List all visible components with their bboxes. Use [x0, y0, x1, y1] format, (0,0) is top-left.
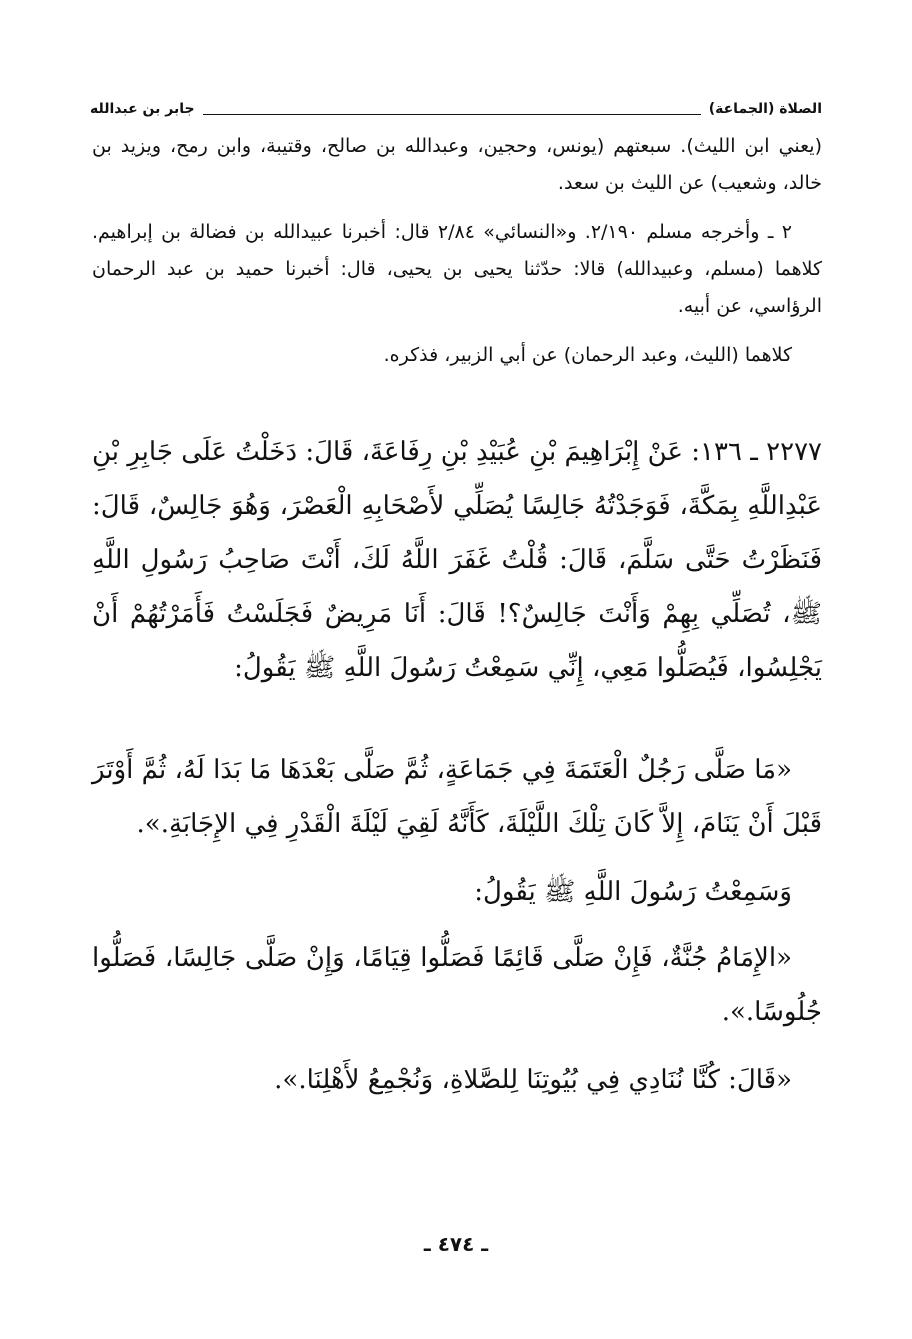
hadith-text: ٢٢٧٧ ـ ١٣٦: عَنْ إِبْرَاهِيمَ بْنِ عُبَيْدِ بْنِ رِفَاعَةَ، قَالَ: دَخَلْتُ عَلَى جَابِرِ بْنِ عَبْدِاللَّهِ بِمَكَّةَ، فَوَجَدْتُهُ جَالِسًا يُصَلِّي لأَصْحَابِهِ الْعَصْرَ، وَهُوَ جَالِسٌ، قَالَ: فَنَظَرْتُ حَتَّى سَلَّمَ، قَالَ: قُلْتُ غَفَرَ اللَّهُ لَكَ، أَنْتَ صَاحِبُ رَسُولِ اللَّهِ ﷺ، تُصَلِّي بِهِمْ وَأَنْتَ جَالِسٌ؟! قَالَ: أَنَا مَرِيضٌ فَجَلَسْتُ فَأَمَرْتُهُمْ أَنْ يَجْلِسُوا، فَيُصَلُّوا مَعِي، إِنِّي سَمِعْتُ رَسُولَ اللَّهِ ﷺ يَقُولُ: [92, 437, 822, 683]
running-header [90, 96, 822, 122]
header-narrator-title: جابر بن عبدالله [90, 101, 195, 117]
hadith-section [92, 425, 822, 1107]
hadith-narration-line: وَسَمِعْتُ رَسُولَ اللَّهِ ﷺ يَقُولُ: [474, 877, 792, 907]
hadith-quote-1: «مَا صَلَّى رَجُلٌ الْعَتَمَةَ فِي جَمَاعَةٍ، ثُمَّ صَلَّى بَعْدَهَا مَا بَدَا لَهُ، ثُمَّ أَوْتَرَ قَبْلَ أَنْ يَنَامَ، إِلاَّ كَانَ تِلْكَ اللَّيْلَةَ، كَأَنَّهُ لَقِيَ لَيْلَةَ الْقَدْرِ فِي الإِجَابَةِ.». [92, 755, 822, 839]
note-paragraph-3: كلاهما (الليث، وعبد الرحمان) عن أبي الزبير، فذكره. [383, 344, 792, 366]
footnotes-section [92, 128, 822, 386]
page-number: ـ ٤٧٤ ـ [423, 1232, 489, 1256]
header-rule [203, 114, 701, 115]
header-chapter-title: الصلاة (الجماعة) [708, 101, 822, 117]
note-paragraph-2: ٢ ـ وأخرجه مسلم ٢/١٩٠. و«النسائي» ٢/٨٤ قال: أخبرنا عبيدالله بن فضالة بن إبراهيم. كلاهما (مسلم، وعبيدالله) قالا: حدّثنا يحيى بن يحيى، قال: أخبرنا حميد بن عبد الرحمان الرؤاسي، عن أبيه. [92, 221, 822, 317]
hadith-quote-2: «الإِمَامُ جُنَّةٌ، فَإِنْ صَلَّى قَائِمًا فَصَلُّوا قِيَامًا، وَإِنْ صَلَّى جَالِسًا، فَصَلُّوا جُلُوسًا.». [92, 943, 822, 1027]
note-paragraph-1: (يعني ابن الليث). سبعتهم (يونس، وحجين، وعبدالله بن صالح، وقتيبة، وابن رمح، ويزيد بن خالد، وشعيب) عن الليث بن سعد. [92, 135, 822, 194]
hadith-quote-3: «قَالَ: كُنَّا نُنَادِي فِي بُيُوتِنَا لِلصَّلاةِ، وَنُجْمِعُ لأَهْلِنَا.». [274, 1065, 792, 1095]
